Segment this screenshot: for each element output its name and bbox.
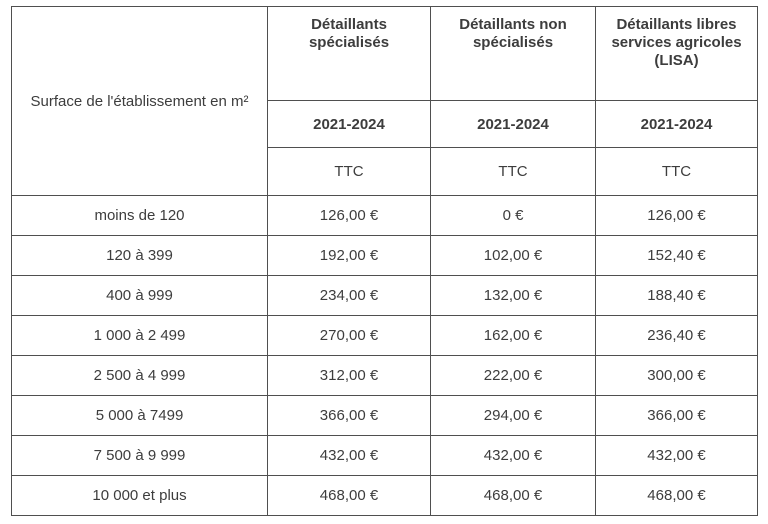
surface-range-cell: 120 à 399: [12, 236, 268, 276]
surface-range-cell: 10 000 et plus: [12, 476, 268, 516]
price-cell: 432,00 €: [431, 436, 596, 476]
price-cell: 126,00 €: [268, 196, 431, 236]
tax-cell: TTC: [596, 148, 758, 196]
surface-range-cell: 1 000 à 2 499: [12, 316, 268, 356]
price-cell: 432,00 €: [596, 436, 758, 476]
price-cell: 102,00 €: [431, 236, 596, 276]
price-cell: 132,00 €: [431, 276, 596, 316]
pricing-table: [11, 6, 758, 516]
table-row: [12, 396, 758, 436]
price-cell: 468,00 €: [431, 476, 596, 516]
period-cell: 2021-2024: [431, 101, 596, 148]
price-cell: 366,00 €: [268, 396, 431, 436]
table-row: [12, 316, 758, 356]
price-cell: 188,40 €: [596, 276, 758, 316]
tax-cell: TTC: [268, 148, 431, 196]
price-cell: 294,00 €: [431, 396, 596, 436]
price-cell: 192,00 €: [268, 236, 431, 276]
price-cell: 236,40 €: [596, 316, 758, 356]
price-cell: 152,40 €: [596, 236, 758, 276]
table-row: [12, 276, 758, 316]
surface-range-cell: 400 à 999: [12, 276, 268, 316]
surface-header-cell: Surface de l'établissement en m²: [12, 7, 268, 196]
price-cell: 126,00 €: [596, 196, 758, 236]
table-row: [12, 196, 758, 236]
price-cell: 366,00 €: [596, 396, 758, 436]
price-cell: 300,00 €: [596, 356, 758, 396]
tax-cell: TTC: [431, 148, 596, 196]
price-cell: 468,00 €: [596, 476, 758, 516]
table-row: [12, 356, 758, 396]
price-cell: 234,00 €: [268, 276, 431, 316]
surface-range-cell: 5 000 à 7499: [12, 396, 268, 436]
table-row: [12, 436, 758, 476]
period-cell: 2021-2024: [268, 101, 431, 148]
price-cell: 312,00 €: [268, 356, 431, 396]
price-cell: 468,00 €: [268, 476, 431, 516]
price-cell: 0 €: [431, 196, 596, 236]
surface-range-cell: 7 500 à 9 999: [12, 436, 268, 476]
price-cell: 270,00 €: [268, 316, 431, 356]
column-header-detaillants-lisa: Détaillants libres services agricoles (LISA): [596, 7, 758, 101]
surface-range-cell: moins de 120: [12, 196, 268, 236]
price-cell: 432,00 €: [268, 436, 431, 476]
table-row: [12, 476, 758, 516]
price-cell: 222,00 €: [431, 356, 596, 396]
period-cell: 2021-2024: [596, 101, 758, 148]
surface-range-cell: 2 500 à 4 999: [12, 356, 268, 396]
column-header-detaillants-specialises: Détaillants spécialisés: [268, 7, 431, 101]
column-header-detaillants-non-specialises: Détaillants non spécialisés: [431, 7, 596, 101]
table-row: [12, 236, 758, 276]
header-row-titles: [12, 7, 758, 101]
price-cell: 162,00 €: [431, 316, 596, 356]
